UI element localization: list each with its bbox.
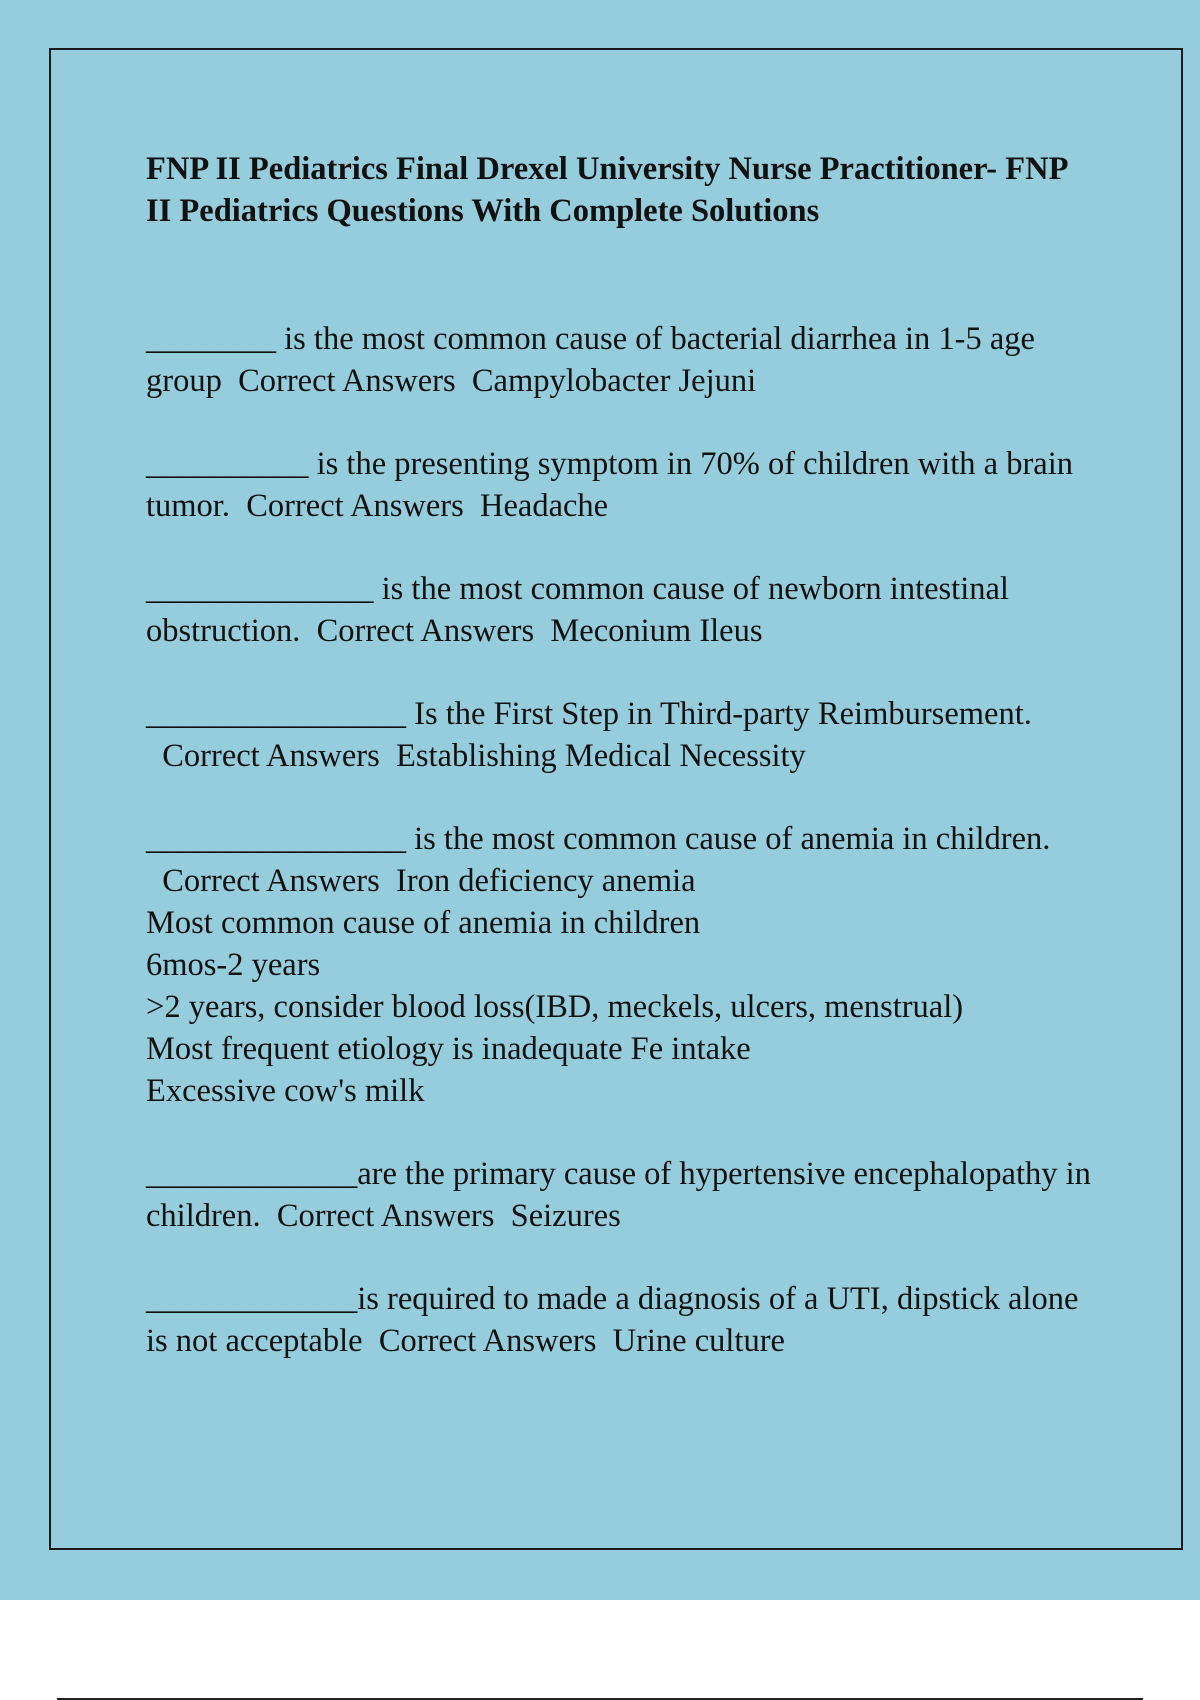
- answer-label: Correct Answers: [238, 363, 456, 399]
- question-answer: Iron deficiency anemia: [396, 863, 696, 899]
- question-item: [146, 568, 1092, 652]
- answer-note: Most frequent etiology is inadequate Fe intake: [146, 1031, 751, 1067]
- answer-note: 6mos-2 years: [146, 947, 321, 983]
- answer-label: Correct Answers: [162, 738, 380, 774]
- answer-label: Correct Answers: [246, 488, 464, 524]
- question-answer: Urine culture: [612, 1323, 785, 1359]
- answer-note: Most common cause of anemia in children: [146, 905, 701, 941]
- answer-label: Correct Answers: [316, 613, 535, 649]
- question-prompt: _____________is required to made a diagnosis of a UTI, dipstick alone is not acceptable: [146, 1281, 1079, 1359]
- question-prompt: ________________ is the most common cause of anemia in children.: [146, 821, 1051, 857]
- answer-label: Correct Answers: [162, 863, 380, 899]
- question-prompt: ________ is the most common cause of bacterial diarrhea in 1-5 age group: [146, 321, 1035, 399]
- question-item: [146, 1278, 1092, 1362]
- question-item: [146, 1153, 1092, 1237]
- question-item: [146, 443, 1092, 527]
- question-answer: Seizures: [510, 1198, 621, 1234]
- question-item: [146, 318, 1092, 402]
- answer-label: Correct Answers: [276, 1198, 495, 1234]
- question-answer: Meconium Ileus: [550, 613, 763, 649]
- question-answer: Establishing Medical Necessity: [396, 738, 806, 774]
- question-item: [146, 693, 1092, 777]
- question-answer: Headache: [480, 488, 609, 524]
- answer-label: Correct Answers: [378, 1323, 597, 1359]
- question-prompt: ________________ Is the First Step in Third-party Reimbursement.: [146, 696, 1032, 732]
- question-item: [146, 818, 1092, 1112]
- document-content: [146, 148, 1092, 1403]
- question-prompt: ______________ is the most common cause of newborn intestinal obstruction.: [146, 571, 1009, 649]
- question-answer: Campylobacter Jejuni: [471, 363, 757, 399]
- question-prompt: __________ is the presenting symptom in 70% of children with a brain tumor.: [146, 446, 1074, 524]
- answer-note: Excessive cow's milk: [146, 1073, 425, 1109]
- question-prompt: _____________are the primary cause of hypertensive encephalopathy in children.: [146, 1156, 1091, 1234]
- document-title: FNP II Pediatrics Final Drexel University Nurse Practitioner- FNP II Pediatrics Questions With Complete Solutions: [146, 151, 1067, 229]
- answer-note: >2 years, consider blood loss(IBD, meckels, ulcers, menstrual): [146, 989, 964, 1025]
